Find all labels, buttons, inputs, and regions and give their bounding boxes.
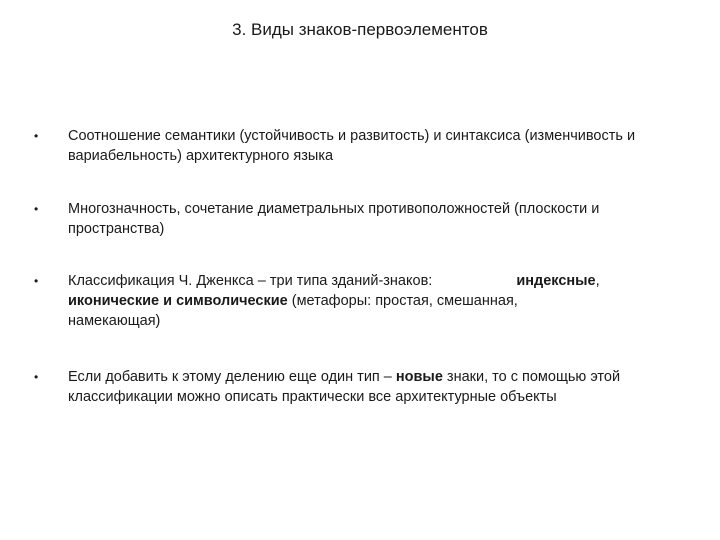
iconic-symbolic-terms: иконические и символические (68, 293, 288, 309)
new-type-conclusion: знаки, то с помощью этой классификации можно описать практически все архитектурные объекты (68, 369, 621, 405)
jencks-classification-text: Классификация Ч. Дженкса – три типа зданий-знаков: (68, 273, 433, 289)
bullet-text-2: Многозначность, сочетание диаметральных противоположностей (плоскости и пространства) (68, 201, 600, 237)
indexical-term: индексные (516, 273, 596, 289)
bullet-marker: • (34, 129, 39, 143)
new-type-intro: Если добавить к этому делению еще один тип – (68, 369, 396, 385)
bullet-marker: • (34, 274, 39, 288)
bullet-marker: • (34, 202, 39, 216)
slide-title: 3. Виды знаков-первоэлементов (232, 20, 488, 39)
bullet-text-1: Соотношение семантики (устойчивость и развитость) и синтаксиса (изменчивость и вариабельность) архитектурного языка (68, 128, 636, 164)
new-term: новые (395, 369, 443, 385)
bullet-text-3 (68, 271, 684, 331)
metaphors-text: (метафоры: простая, смешанная, (287, 293, 518, 309)
comma: , (595, 273, 600, 289)
bullet-text-4 (68, 367, 684, 407)
metaphors-text-end: намекающая) (68, 313, 161, 329)
bullet-marker: • (34, 370, 39, 384)
